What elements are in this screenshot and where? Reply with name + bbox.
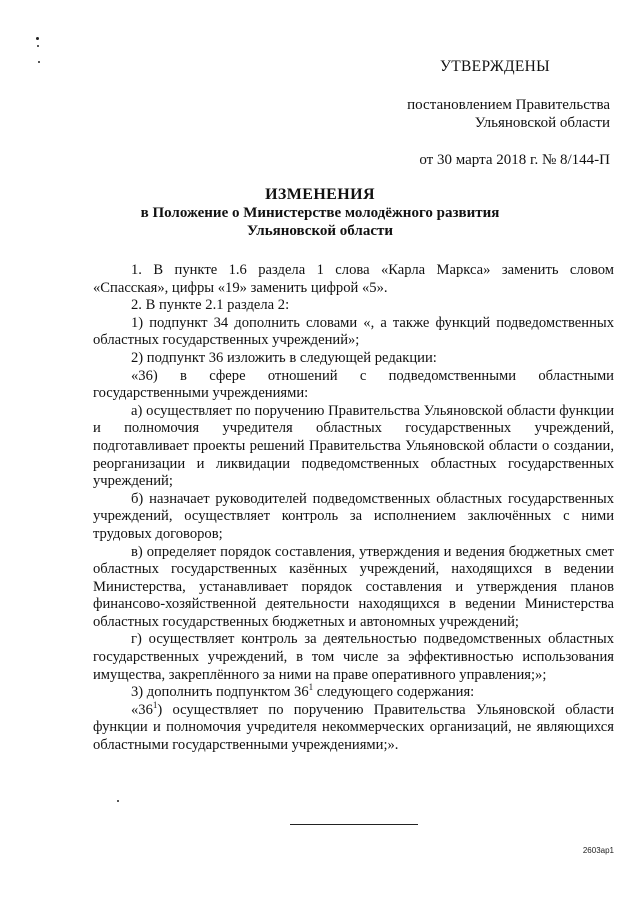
approval-line-1: постановлением Правительства bbox=[407, 97, 610, 113]
paragraph-8: в) определяет порядок составления, утверждения и ведения бюджетных смет областных государственных казённых учреждений, находящихся в ведении Министерства, устанавливает порядок составления и утверждения планов финансово-хозяйственной деятельности находящихся в ведении Министерства областных государственных бюджетных и автономных учреждений; bbox=[93, 543, 614, 630]
title-subtitle-1: в Положение о Министерстве молодёжного развития bbox=[140, 205, 500, 221]
approval-date: от 30 марта 2018 г. № 8/144-П bbox=[419, 152, 610, 168]
paragraph-1: 1. В пункте 1.6 раздела 1 слова «Карла Маркса» заменить словом «Спасская», цифры «19» заменить цифрой «5». bbox=[93, 262, 614, 296]
approval-block bbox=[380, 58, 610, 169]
paragraph-10-text-end: следующего содержания: bbox=[313, 684, 475, 701]
paragraph-9: г) осуществляет контроль за деятельностью подведомственных областных государственных учреждений, в том числе за эффективностью использования имущества, закреплённого за ними на праве оперативного управления;»; bbox=[93, 631, 614, 683]
scan-dot bbox=[117, 800, 119, 802]
scan-dot bbox=[38, 61, 40, 63]
paragraph-10 bbox=[93, 684, 614, 702]
paragraph-3: 1) подпункт 34 дополнить словами «, а также функций подведомственных областных государственных учреждений»; bbox=[93, 314, 614, 349]
document-code: 2603ap1 bbox=[582, 846, 614, 855]
approval-spacer bbox=[380, 132, 610, 151]
scan-dot bbox=[36, 37, 39, 40]
paragraph-4: 2) подпункт 36 изложить в следующей редакции: bbox=[131, 349, 437, 366]
paragraph-11 bbox=[93, 699, 614, 755]
closing-separator-line bbox=[290, 824, 418, 825]
paragraph-11-superscript: 1 bbox=[152, 699, 158, 710]
paragraph-2: 2. В пункте 2.1 раздела 2: bbox=[131, 297, 290, 314]
paragraph-11-text: «36 bbox=[131, 701, 153, 718]
title-main: ИЗМЕНЕНИЯ bbox=[265, 186, 375, 203]
paragraph-5: «36) в сфере отношений с подведомственными областными государственными учреждениями: bbox=[93, 367, 614, 402]
paragraph-7: б) назначает руководителей подведомственных областных государственных учреждений, осуществляет контроль за исполнением заключённых с ними трудовых договоров; bbox=[93, 490, 614, 542]
document-body bbox=[93, 262, 614, 755]
document-title bbox=[0, 186, 640, 240]
paragraph-10-superscript: 1 bbox=[308, 682, 314, 693]
approval-line-2: Ульяновской области bbox=[474, 115, 610, 131]
approval-heading: УТВЕРЖДЕНЫ bbox=[440, 58, 550, 75]
paragraph-11-text-end: ) осуществляет по поручению Правительства Ульяновской области функции и полномочия учредителя некоммерческих организаций, не являющихся областными государственными учреждениями;». bbox=[93, 701, 614, 754]
paragraph-6: а) осуществляет по поручению Правительства Ульяновской области функции и полномочия учредителя областных государственных учреждений, подготавливает проекты решений Правительства Ульяновской области о создании, реорганизации и ликвидации подведомственных областных государственных учреждений; bbox=[93, 402, 614, 490]
scan-dot bbox=[37, 45, 39, 47]
approval-spacer bbox=[380, 76, 610, 96]
title-subtitle-2: Ульяновской области bbox=[246, 223, 394, 239]
paragraph-10-text: 3) дополнить подпунктом 36 bbox=[131, 684, 309, 701]
